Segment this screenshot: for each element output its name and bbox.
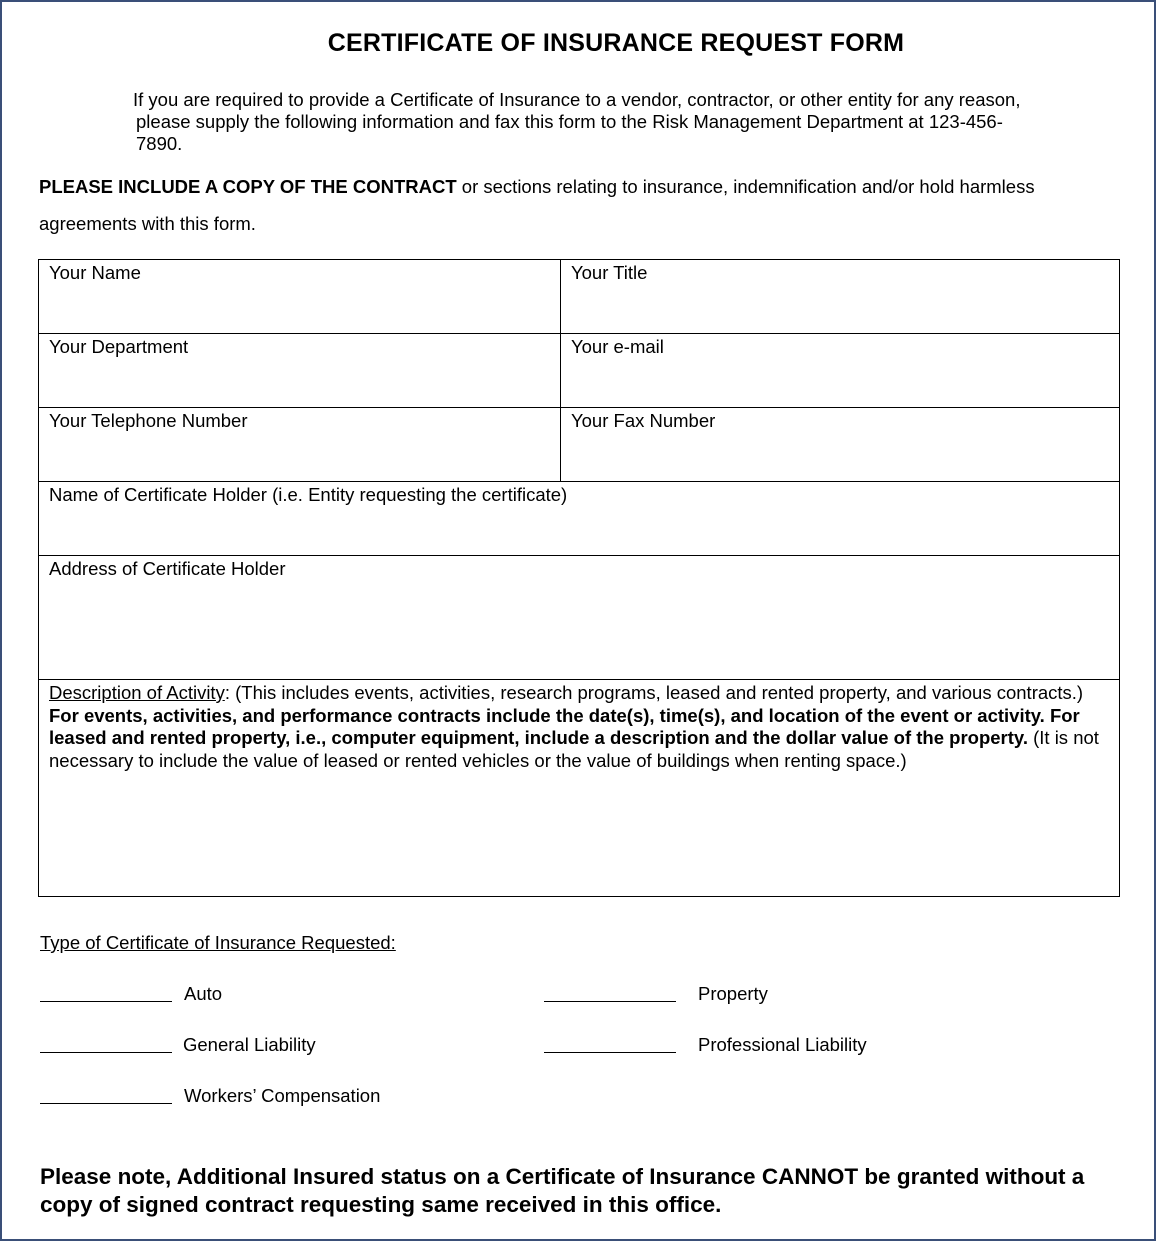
holder-name-label: Name of Certificate Holder (i.e. Entity requesting the certificate) [49, 484, 568, 505]
your-fax-field[interactable] [561, 408, 1120, 482]
general-liability-label: General Liability [183, 1034, 316, 1055]
auto-blank[interactable] [40, 1001, 172, 1002]
intro-line-3: 7890. [136, 133, 183, 154]
property-blank[interactable] [544, 1001, 676, 1002]
your-email-label: Your e-mail [571, 336, 664, 357]
intro-line-1: If you are required to provide a Certificate of Insurance to a vendor, contractor, or other entity for any reason, [133, 89, 1021, 110]
your-telephone-label: Your Telephone Number [49, 410, 248, 431]
holder-address-label: Address of Certificate Holder [49, 558, 286, 579]
your-fax-label: Your Fax Number [571, 410, 716, 431]
activity-description-text-2: (It is not necessary to include the value of leased or rented vehicles or the value of buildings when renting space.) [49, 727, 1099, 771]
your-telephone-field[interactable] [39, 408, 561, 482]
professional-liability-label: Professional Liability [698, 1034, 867, 1055]
holder-address-field[interactable] [39, 556, 1120, 680]
requester-info-table [38, 259, 1120, 897]
activity-description-field[interactable] [39, 680, 1120, 897]
auto-label: Auto [184, 983, 223, 1004]
general-liability-blank[interactable] [40, 1052, 172, 1053]
your-department-field[interactable] [39, 334, 561, 408]
workers-comp-blank[interactable] [40, 1103, 172, 1104]
your-title-label: Your Title [571, 262, 648, 283]
activity-description-text-1: : (This includes events, activities, research programs, leased and rented property, and various contracts.) [224, 682, 1084, 703]
activity-description-bold: For events, activities, and performance contracts include the date(s), time(s), and location of the event or activity. For leased and rented property, i.e., computer equipment, include a description and the dollar value of the property. [49, 704, 1080, 748]
your-department-label: Your Department [49, 336, 189, 357]
include-contract-bold: PLEASE INCLUDE A COPY OF THE CONTRACT [39, 176, 457, 197]
include-contract-rest: or sections relating to insurance, indemnification and/or hold harmless agreements with this form. [39, 176, 1035, 234]
property-label: Property [698, 983, 768, 1004]
certificate-type-heading: Type of Certificate of Insurance Requested: [40, 932, 396, 953]
workers-comp-label: Workers’ Compensation [184, 1085, 381, 1106]
your-title-field[interactable] [561, 260, 1120, 334]
professional-liability-blank[interactable] [544, 1052, 676, 1053]
your-email-field[interactable] [561, 334, 1120, 408]
intro-line-2: please supply the following information and fax this form to the Risk Management Department at 123-456- [136, 111, 1003, 132]
activity-description-label: Description of Activity [49, 682, 225, 703]
your-name-field[interactable] [39, 260, 561, 334]
holder-name-field[interactable] [39, 482, 1120, 556]
form-title: CERTIFICATE OF INSURANCE REQUEST FORM [327, 29, 905, 57]
your-name-label: Your Name [49, 262, 141, 283]
intro-paragraph [133, 89, 1123, 155]
include-contract-note [39, 168, 1129, 242]
additional-insured-note: Please note, Additional Insured status on a Certificate of Insurance CANNOT be granted without a copy of signed contract requesting same received in this office. [40, 1164, 1085, 1217]
